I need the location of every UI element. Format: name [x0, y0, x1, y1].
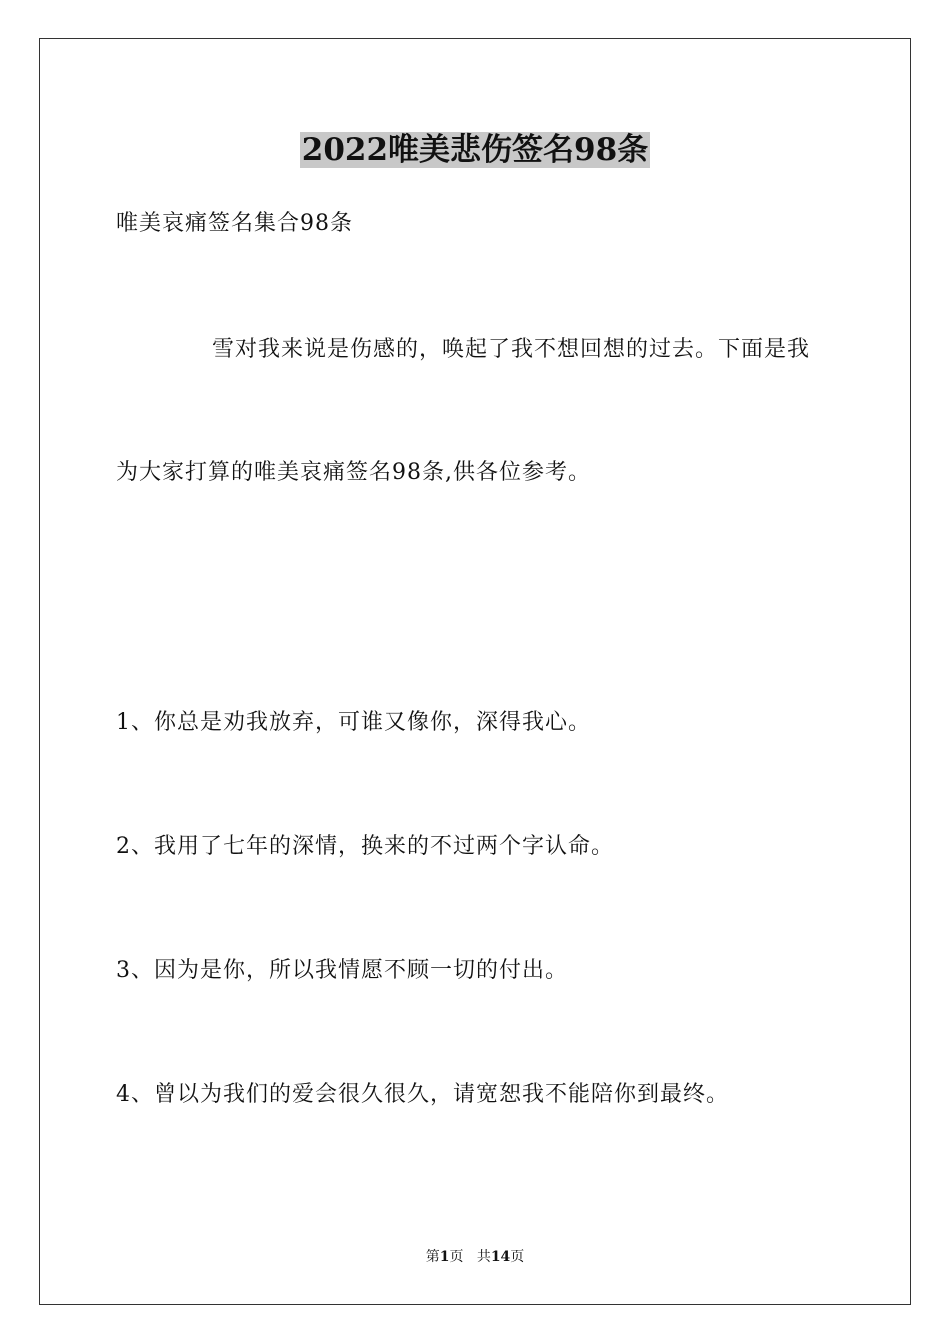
page-number: 1	[439, 1249, 450, 1265]
list-item: 1、你总是劝我放弃，可谁又像你，深得我心。	[116, 710, 591, 735]
document-title-text: 2022唯美悲伤签名98条	[301, 132, 649, 168]
document-subtitle: 唯美哀痛签名集合98条	[116, 211, 353, 236]
total-label-suffix: 页	[510, 1249, 525, 1265]
intro-paragraph-line-2: 为大家打算的唯美哀痛签名98条,供各位参考。	[116, 460, 591, 485]
document-title	[0, 130, 950, 170]
total-pages: 14	[490, 1249, 511, 1265]
intro-paragraph-line-1: 雪对我来说是伤感的，唤起了我不想回想的过去。下面是我	[212, 337, 811, 362]
page-label-suffix: 页	[449, 1249, 464, 1265]
page-label-prefix: 第	[425, 1249, 440, 1265]
list-item: 4、曾以为我们的爱会很久很久，请宽恕我不能陪你到最终。	[116, 1082, 729, 1107]
page-footer	[0, 1248, 950, 1266]
list-item: 3、因为是你，所以我情愿不顾一切的付出。	[116, 958, 568, 983]
list-item: 2、我用了七年的深情，换来的不过两个字认命。	[116, 834, 614, 859]
total-label-prefix: 共	[476, 1249, 491, 1265]
